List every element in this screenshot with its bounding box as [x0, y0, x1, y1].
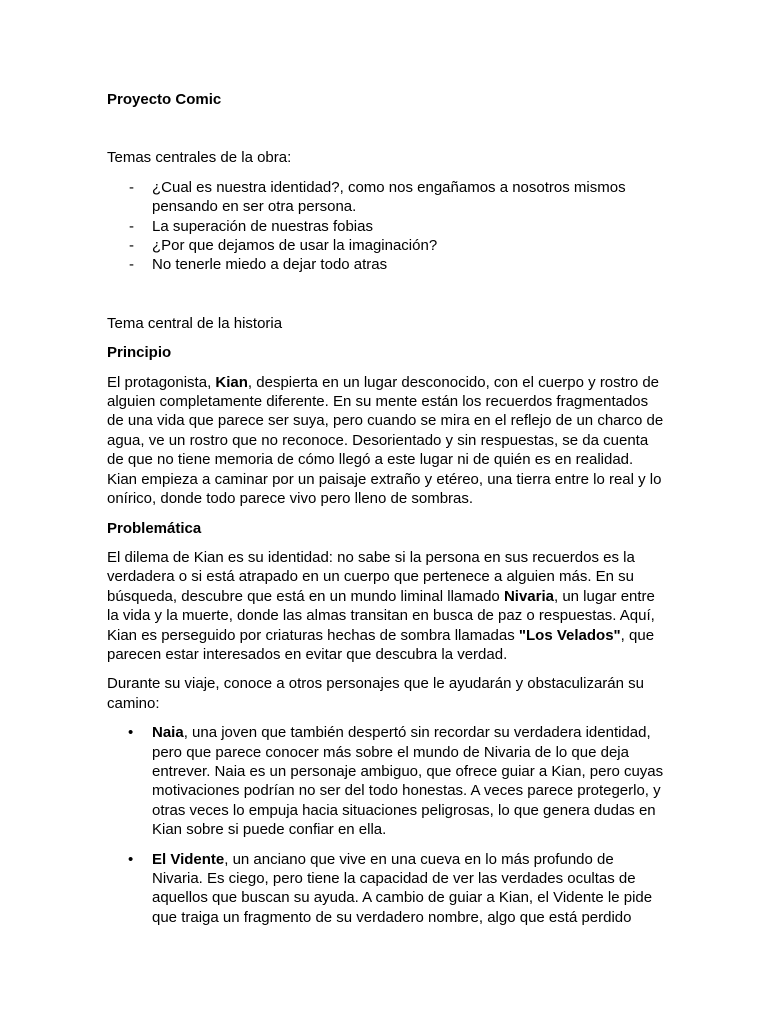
document-title: Proyecto Comic: [107, 91, 222, 108]
list-item: [107, 255, 667, 274]
bullet-marker: •: [128, 724, 134, 742]
journey-paragraph: Durante su viaje, conoce a otros personajes que le ayudarán y obstaculizarán su camino:: [107, 675, 644, 712]
principio-heading: Principio: [107, 344, 172, 362]
problematica-text-1: El dilema de Kian es su identidad: no sabe si la persona en sus recuerdos es la verdadera o si está atrapado en un cuerpo que pertenece a alguien más. En su búsqueda, descubre que está en un mundo liminal llamado: [107, 548, 635, 605]
list-item: [107, 217, 667, 236]
problematica-heading: Problemática: [107, 519, 202, 537]
principio-text-2: , despierta en un lugar desconocido, con el cuerpo y rostro de alguien completamente diferente. En su mente están los recuerdos fragmentados de una vida que parece ser suya, pero cuando se mira en el reflejo de un charco de agua, ve un rostro que no reconoce. Desorientado y sin respuestas, se da cuenta de que no tiene memoria de cómo llegó a este lugar ni de quién es en realidad. Kian empieza a caminar por un paisaje extraño y etéreo, una tierra entre lo real y lo onírico, donde todo parece vivo pero lleno de sombras.: [107, 373, 664, 508]
dash-marker: -: [129, 256, 134, 274]
document-body: [107, 90, 667, 927]
dash-marker: -: [129, 178, 134, 196]
characters-list: [107, 723, 667, 927]
theme-text: La superación de nuestras fobias: [152, 217, 373, 235]
themes-heading: Temas centrales de la obra:: [107, 149, 292, 167]
problematica-paragraph: [107, 548, 667, 664]
theme-text: ¿Por que dejamos de usar la imaginación?: [152, 237, 438, 255]
problematica-text-2: , un lugar entre la vida y la muerte, donde las almas transitan en busca de paz o respuestas. Aquí, Kian es perseguido por criaturas hechas de sombra llamadas: [107, 587, 655, 644]
dash-marker: -: [129, 217, 134, 235]
principio-text-1: El protagonista,: [107, 373, 216, 391]
theme-text: No tenerle miedo a dejar todo atras: [152, 256, 388, 274]
list-item: [107, 178, 667, 217]
themes-list: [107, 178, 667, 275]
kian-name: Kian: [215, 373, 248, 391]
list-item: [107, 236, 667, 255]
dash-marker: -: [129, 237, 134, 255]
character-name: El Vidente: [152, 850, 225, 868]
story-heading: Tema central de la historia: [107, 314, 283, 332]
character-name: Naia: [152, 724, 184, 742]
character-description: , un anciano que vive en una cueva en lo más profundo de Nivaria. Es ciego, pero tiene la capacidad de ver las verdades ocultas de aquellos que buscan su ayuda. A cambio de guiar a Kian, el Vidente le pide que traiga un fragmento de su verdadero nombre, algo que está perdido: [152, 850, 653, 926]
character-description: , una joven que también despertó sin recordar su verdadera identidad, pero que parece conocer más sobre el mundo de Nivaria de lo que deja entrever. Naia es un personaje ambiguo, que ofrece guiar a Kian, pero cuyas motivaciones podrían no ser del todo honestas. A veces parece protegerlo, y otras veces lo empuja hacia situaciones peligrosas, lo que genera dudas en Kian sobre si puede confiar en ella.: [152, 724, 664, 839]
nivaria-name: Nivaria: [503, 587, 554, 605]
list-item: [107, 723, 667, 839]
list-item: [107, 850, 667, 928]
theme-text: ¿Cual es nuestra identidad?, como nos engañamos a nosotros mismos pensando en ser otra persona.: [152, 178, 626, 216]
bullet-marker: •: [128, 850, 134, 868]
problematica-text-3: , que parecen estar interesados en evitar que descubra la verdad.: [107, 626, 655, 663]
principio-paragraph: [107, 373, 667, 509]
velados-name: "Los Velados": [518, 626, 621, 644]
